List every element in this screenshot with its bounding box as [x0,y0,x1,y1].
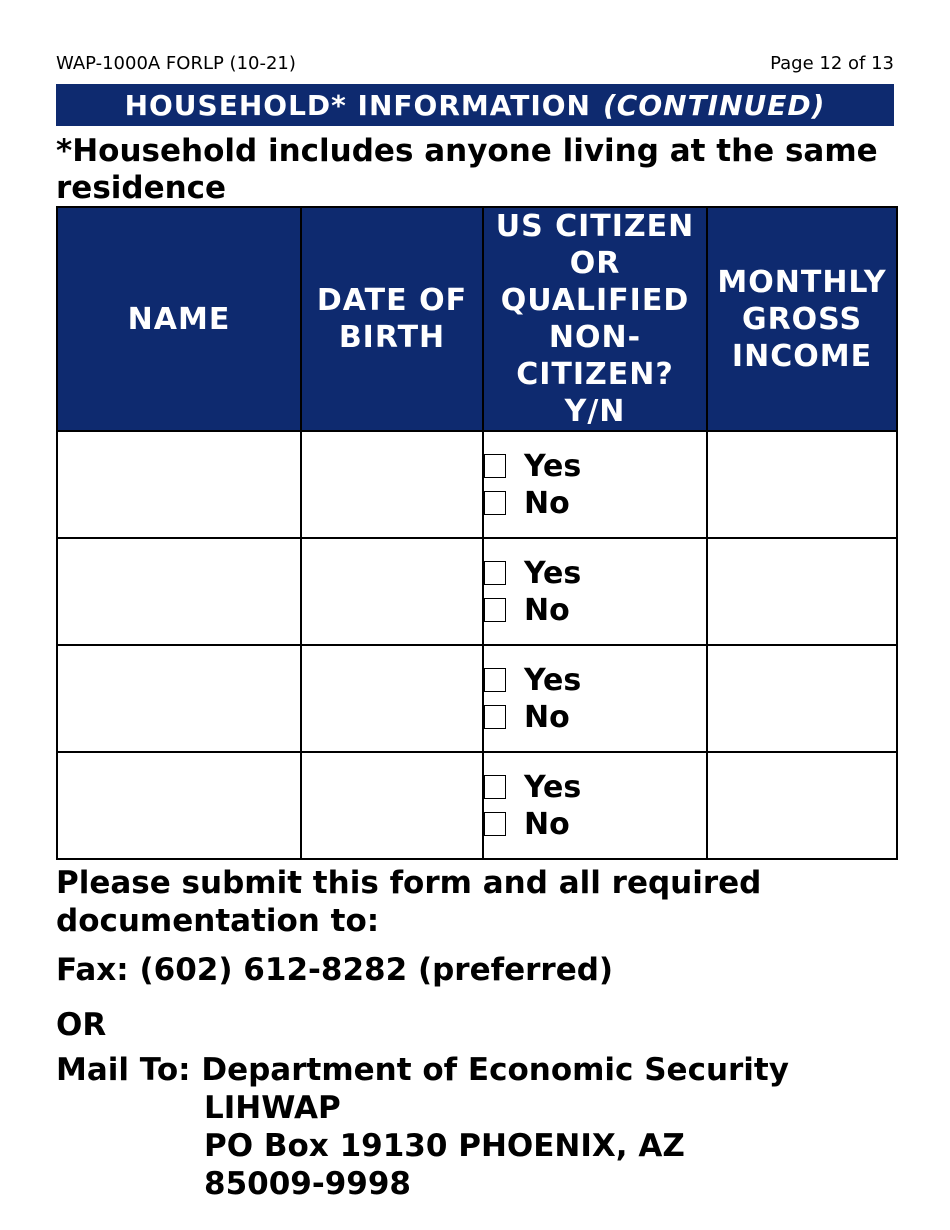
dob-field[interactable] [301,645,483,752]
mail-line-4: 85009-9998 [204,1166,411,1202]
banner-subtitle: (CONTINUED) [603,88,826,122]
mail-label: Mail To: [56,1052,191,1088]
yes-label: Yes [524,662,582,698]
or-separator: OR [56,1007,107,1043]
no-label: No [524,592,570,628]
dob-field[interactable] [301,752,483,859]
name-field[interactable] [57,645,301,752]
name-field[interactable] [57,538,301,645]
table-row [57,752,897,859]
income-field[interactable] [707,752,897,859]
name-field[interactable] [57,431,301,538]
submit-instructions: Please submit this form and all required documentation to: [56,865,762,939]
table-row [57,431,897,538]
header-citizen-status: US CITIZEN OR QUALIFIED NON-CITIZEN? Y/N [483,207,707,431]
yes-label: Yes [524,555,582,591]
yes-checkbox[interactable] [484,668,506,692]
yes-checkbox[interactable] [484,775,506,799]
name-field[interactable] [57,752,301,859]
citizen-choice [483,431,707,538]
no-label: No [524,699,570,735]
yes-label: Yes [524,769,582,805]
no-checkbox[interactable] [484,812,506,836]
yes-label: Yes [524,448,582,484]
no-checkbox[interactable] [484,705,506,729]
header-date-of-birth: DATE OF BIRTH [301,207,483,431]
table-header-row [57,207,897,431]
no-label: No [524,485,570,521]
section-banner [56,84,894,126]
income-field[interactable] [707,538,897,645]
household-note: *Household includes anyone living at the same residence [56,133,878,206]
form-id: WAP-1000A FORLP (10-21) [56,53,296,74]
no-checkbox[interactable] [484,491,506,515]
income-field[interactable] [707,431,897,538]
yes-checkbox[interactable] [484,454,506,478]
header-monthly-income: MONTHLY GROSS INCOME [707,207,897,431]
no-label: No [524,806,570,842]
fax-number: Fax: (602) 612-8282 (preferred) [56,952,614,988]
header-name: NAME [57,207,301,431]
yes-checkbox[interactable] [484,561,506,585]
mail-line-2: LIHWAP [204,1090,341,1126]
income-field[interactable] [707,645,897,752]
household-table [56,206,898,860]
citizen-choice [483,645,707,752]
dob-field[interactable] [301,538,483,645]
citizen-choice [483,752,707,859]
citizen-choice [483,538,707,645]
page-number: Page 12 of 13 [770,53,894,74]
no-checkbox[interactable] [484,598,506,622]
table-row [57,645,897,752]
banner-title: HOUSEHOLD* INFORMATION [124,88,591,122]
mail-line-3: PO Box 19130 PHOENIX, AZ [204,1128,685,1164]
mail-line-1: Department of Economic Security [201,1052,789,1088]
dob-field[interactable] [301,431,483,538]
table-row [57,538,897,645]
mailing-address [56,1051,916,1203]
